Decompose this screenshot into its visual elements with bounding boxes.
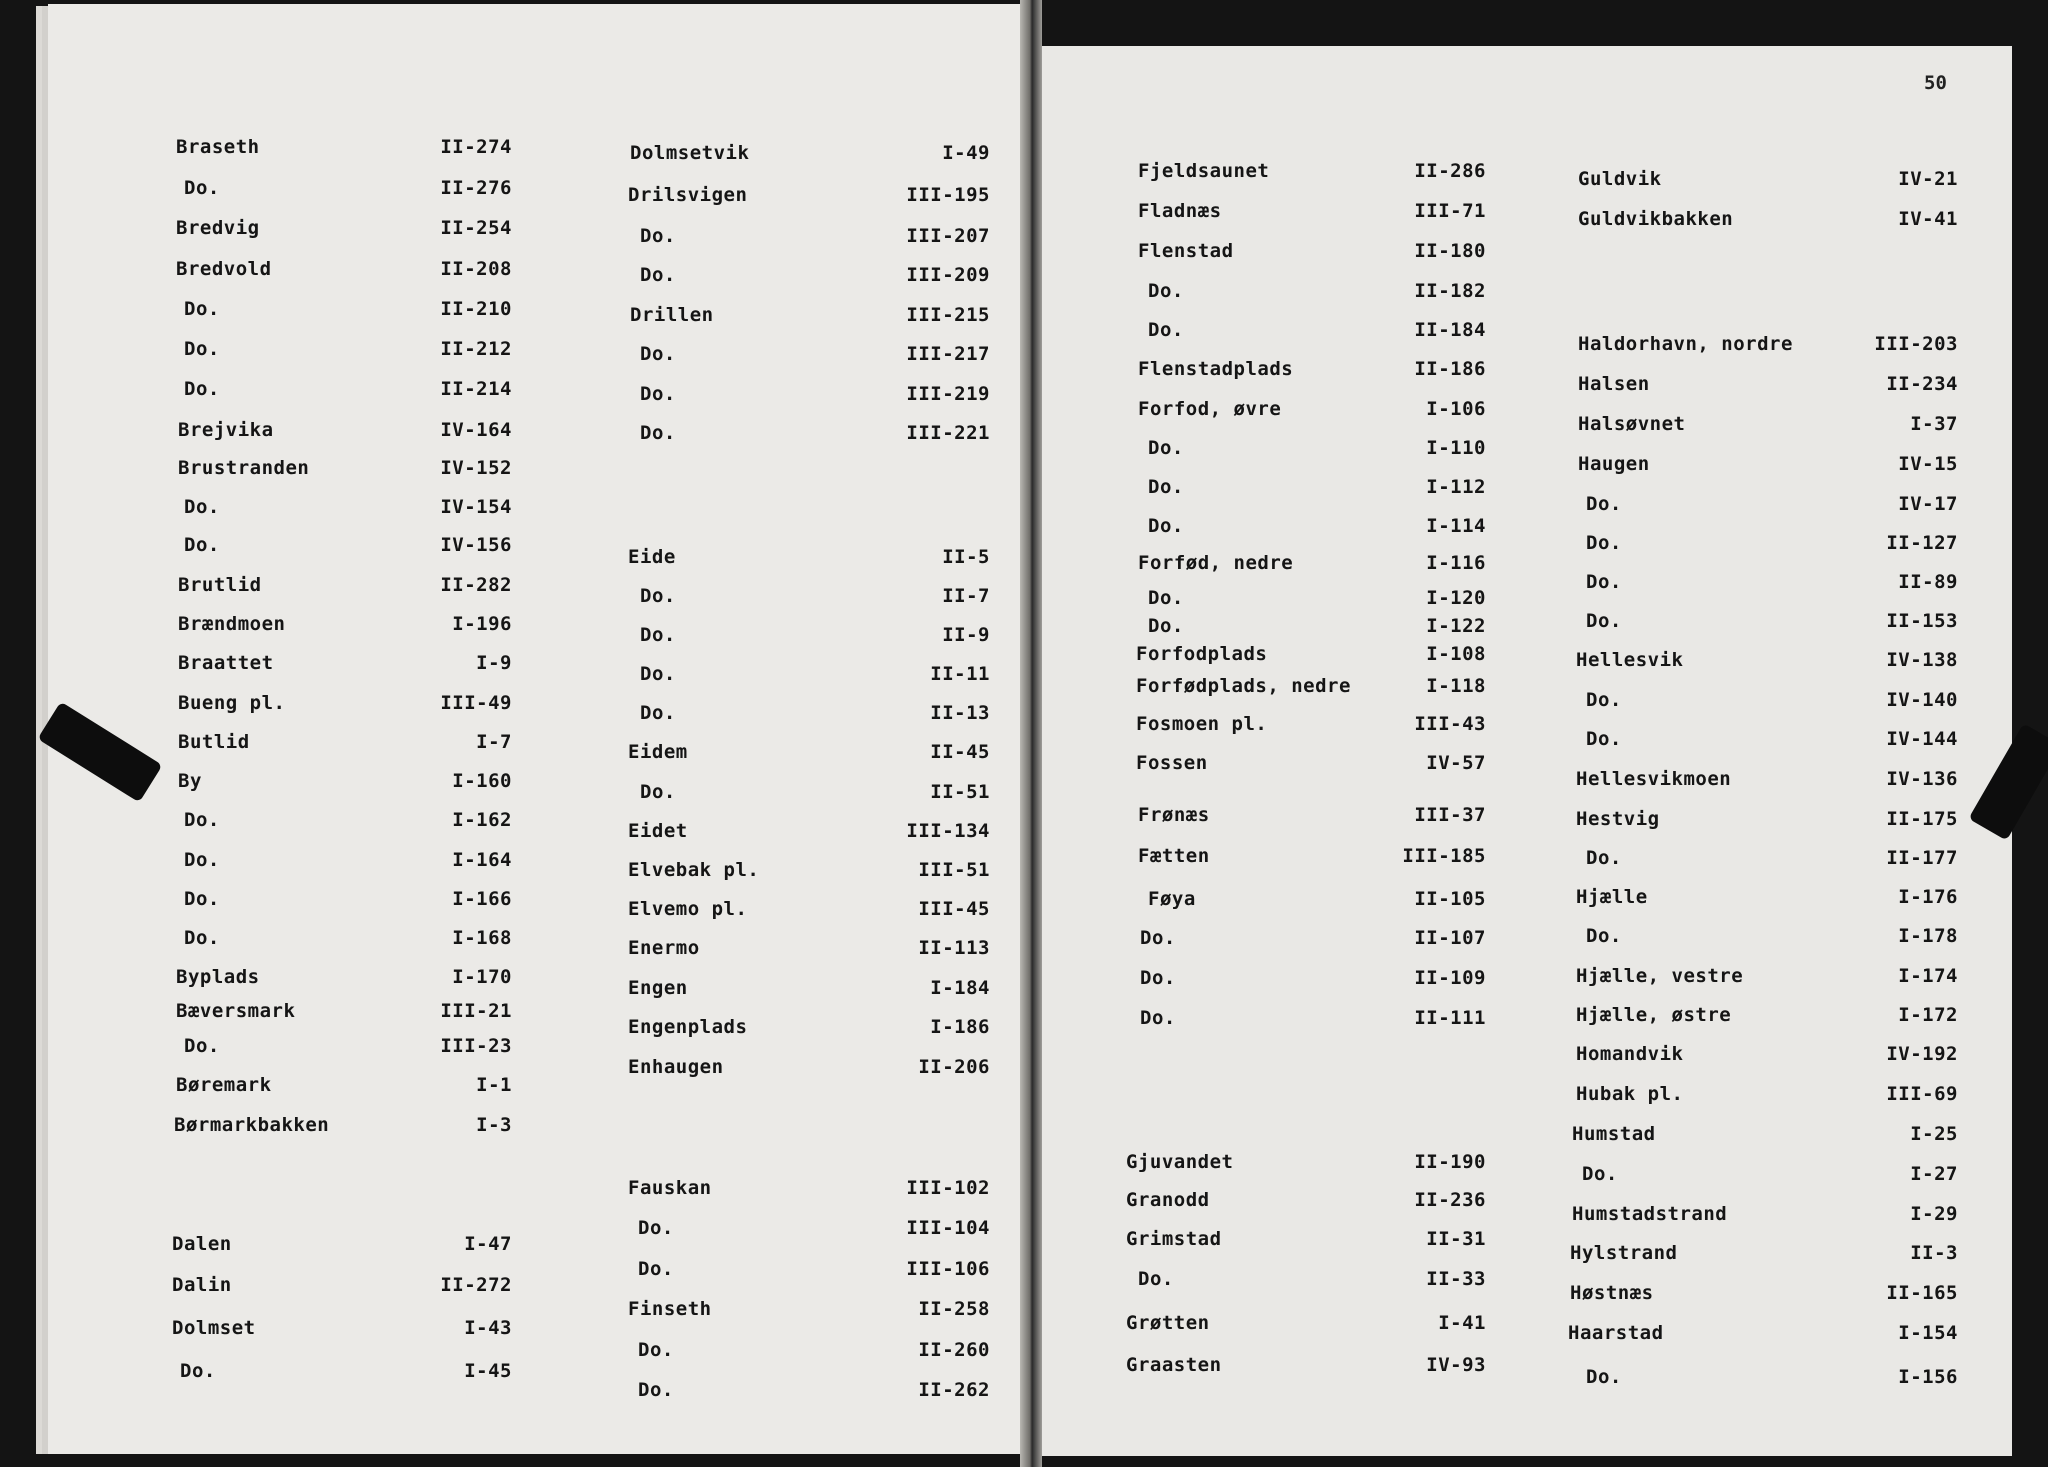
volume-page-ref: II-89 <box>1898 571 1958 593</box>
volume-page-ref: I-49 <box>942 142 990 164</box>
volume-page-ref: II-45 <box>930 741 990 763</box>
place-name: Frønæs <box>1138 804 1210 826</box>
volume-page-ref: I-25 <box>1910 1123 1958 1145</box>
volume-page-ref: III-185 <box>1402 845 1486 867</box>
place-name: Dalin <box>172 1274 232 1296</box>
place-name: Humstad <box>1572 1123 1656 1145</box>
place-name: Braattet <box>178 652 274 674</box>
volume-page-ref: I-112 <box>1426 476 1486 498</box>
volume-page-ref: III-102 <box>906 1177 990 1199</box>
place-name: Do. <box>1148 615 1184 637</box>
volume-page-ref: IV-41 <box>1898 208 1958 230</box>
place-name: Braseth <box>176 136 260 158</box>
volume-page-ref: II-9 <box>942 624 990 646</box>
place-name: Do. <box>1586 571 1622 593</box>
volume-page-ref: I-160 <box>452 770 512 792</box>
place-name: Bredvig <box>176 217 260 239</box>
volume-page-ref: III-219 <box>906 383 990 405</box>
volume-page-ref: III-215 <box>906 304 990 326</box>
volume-page-ref: II-272 <box>440 1274 512 1296</box>
place-name: Hylstrand <box>1570 1242 1678 1264</box>
volume-page-ref: III-104 <box>906 1217 990 1239</box>
place-name: Humstadstrand <box>1572 1203 1728 1225</box>
place-name: By <box>178 770 202 792</box>
volume-page-ref: II-13 <box>930 702 990 724</box>
volume-page-ref: II-214 <box>440 378 512 400</box>
volume-page-ref: III-203 <box>1874 333 1958 355</box>
place-name: Do. <box>1148 587 1184 609</box>
place-name: Engenplads <box>628 1016 748 1038</box>
volume-page-ref: II-51 <box>930 781 990 803</box>
place-name: Børemark <box>176 1074 272 1096</box>
place-name: Do. <box>640 624 676 646</box>
place-name: Do. <box>638 1217 674 1239</box>
volume-page-ref: I-174 <box>1898 965 1958 987</box>
volume-page-ref: I-168 <box>452 927 512 949</box>
book-gutter <box>1020 0 1042 1467</box>
volume-page-ref: II-113 <box>918 937 990 959</box>
place-name: Grøtten <box>1126 1312 1210 1334</box>
place-name: Do. <box>640 585 676 607</box>
volume-page-ref: II-208 <box>440 258 512 280</box>
place-name: Fossen <box>1136 752 1208 774</box>
volume-page-ref: I-178 <box>1898 925 1958 947</box>
volume-page-ref: IV-154 <box>440 496 512 518</box>
place-name: Brustranden <box>178 457 310 479</box>
volume-page-ref: IV-136 <box>1886 768 1958 790</box>
place-name: Do. <box>1148 437 1184 459</box>
volume-page-ref: I-154 <box>1898 1322 1958 1344</box>
volume-page-ref: II-234 <box>1886 373 1958 395</box>
place-name: Do. <box>184 534 220 556</box>
place-name: Fosmoen pl. <box>1136 713 1268 735</box>
volume-page-ref: IV-164 <box>440 419 512 441</box>
volume-page-ref: II-3 <box>1910 1242 1958 1264</box>
volume-page-ref: III-37 <box>1414 804 1486 826</box>
place-name: Byplads <box>176 966 260 988</box>
volume-page-ref: II-111 <box>1414 1007 1486 1029</box>
volume-page-ref: IV-21 <box>1898 168 1958 190</box>
place-name: Dolmset <box>172 1317 256 1339</box>
place-name: Do. <box>1586 847 1622 869</box>
place-name: Enhaugen <box>628 1056 724 1078</box>
volume-page-ref: I-120 <box>1426 587 1486 609</box>
volume-page-ref: I-156 <box>1898 1366 1958 1388</box>
volume-page-ref: I-116 <box>1426 552 1486 574</box>
volume-page-ref: II-165 <box>1886 1282 1958 1304</box>
place-name: Do. <box>184 496 220 518</box>
volume-page-ref: II-180 <box>1414 240 1486 262</box>
place-name: Hestvig <box>1576 808 1660 830</box>
volume-page-ref: III-207 <box>906 225 990 247</box>
place-name: Eidem <box>628 741 688 763</box>
place-name: Haarstad <box>1568 1322 1664 1344</box>
place-name: Elvebak pl. <box>628 859 760 881</box>
volume-page-ref: III-209 <box>906 264 990 286</box>
volume-page-ref: II-11 <box>930 663 990 685</box>
place-name: Føya <box>1148 888 1196 910</box>
volume-page-ref: II-276 <box>440 177 512 199</box>
place-name: Bæversmark <box>176 1000 296 1022</box>
place-name: Guldvikbakken <box>1578 208 1734 230</box>
place-name: Haldorhavn, nordre <box>1578 333 1793 355</box>
volume-page-ref: II-258 <box>918 1298 990 1320</box>
volume-page-ref: I-166 <box>452 888 512 910</box>
place-name: Enermo <box>628 937 700 959</box>
volume-page-ref: II-282 <box>440 574 512 596</box>
place-name: Do. <box>184 338 220 360</box>
volume-page-ref: II-33 <box>1426 1268 1486 1290</box>
volume-page-ref: IV-15 <box>1898 453 1958 475</box>
volume-page-ref: I-176 <box>1898 886 1958 908</box>
place-name: Brutlid <box>178 574 262 596</box>
place-name: Do. <box>1586 493 1622 515</box>
volume-page-ref: I-114 <box>1426 515 1486 537</box>
place-name: Brændmoen <box>178 613 286 635</box>
volume-page-ref: III-49 <box>440 692 512 714</box>
volume-page-ref: I-162 <box>452 809 512 831</box>
volume-page-ref: II-286 <box>1414 160 1486 182</box>
place-name: Eidet <box>628 820 688 842</box>
place-name: Forfod, øvre <box>1138 398 1282 420</box>
place-name: Børmarkbakken <box>174 1114 330 1136</box>
place-name: Do. <box>1586 532 1622 554</box>
volume-page-ref: II-206 <box>918 1056 990 1078</box>
place-name: Hjælle <box>1576 886 1648 908</box>
volume-page-ref: I-27 <box>1910 1163 1958 1185</box>
place-name: Halsen <box>1578 373 1650 395</box>
place-name: Do. <box>184 1035 220 1057</box>
volume-page-ref: III-217 <box>906 343 990 365</box>
volume-page-ref: I-45 <box>464 1360 512 1382</box>
place-name: Bredvold <box>176 258 272 280</box>
volume-page-ref: IV-152 <box>440 457 512 479</box>
volume-page-ref: III-45 <box>918 898 990 920</box>
volume-page-ref: II-262 <box>918 1379 990 1401</box>
volume-page-ref: II-7 <box>942 585 990 607</box>
place-name: Do. <box>184 927 220 949</box>
place-name: Bueng pl. <box>178 692 286 714</box>
place-name: Hellesvikmoen <box>1576 768 1732 790</box>
folio-number: 50 <box>1924 72 1947 94</box>
place-name: Do. <box>1140 967 1176 989</box>
place-name: Finseth <box>628 1298 712 1320</box>
place-name: Hjælle, østre <box>1576 1004 1732 1026</box>
volume-page-ref: III-106 <box>906 1258 990 1280</box>
volume-page-ref: IV-140 <box>1886 689 1958 711</box>
place-name: Butlid <box>178 731 250 753</box>
volume-page-ref: I-172 <box>1898 1004 1958 1026</box>
volume-page-ref: II-186 <box>1414 358 1486 380</box>
place-name: Do. <box>638 1339 674 1361</box>
place-name: Høstnæs <box>1570 1282 1654 1304</box>
volume-page-ref: I-184 <box>930 977 990 999</box>
volume-page-ref: II-153 <box>1886 610 1958 632</box>
volume-page-ref: III-221 <box>906 422 990 444</box>
place-name: Drillen <box>630 304 714 326</box>
place-name: Do. <box>184 378 220 400</box>
place-name: Brejvika <box>178 419 274 441</box>
volume-page-ref: II-254 <box>440 217 512 239</box>
volume-page-ref: II-127 <box>1886 532 1958 554</box>
place-name: Hjælle, vestre <box>1576 965 1744 987</box>
volume-page-ref: I-37 <box>1910 413 1958 435</box>
place-name: Do. <box>640 422 676 444</box>
volume-page-ref: III-21 <box>440 1000 512 1022</box>
volume-page-ref: I-1 <box>476 1074 512 1096</box>
volume-page-ref: I-110 <box>1426 437 1486 459</box>
volume-page-ref: I-196 <box>452 613 512 635</box>
volume-page-ref: III-51 <box>918 859 990 881</box>
volume-page-ref: II-105 <box>1414 888 1486 910</box>
place-name: Do. <box>1148 515 1184 537</box>
place-name: Do. <box>1586 925 1622 947</box>
place-name: Fladnæs <box>1138 200 1222 222</box>
place-name: Do. <box>184 849 220 871</box>
place-name: Grimstad <box>1126 1228 1222 1250</box>
volume-page-ref: IV-144 <box>1886 728 1958 750</box>
volume-page-ref: II-260 <box>918 1339 990 1361</box>
place-name: Do. <box>1586 610 1622 632</box>
volume-page-ref: I-122 <box>1426 615 1486 637</box>
place-name: Forfødplads, nedre <box>1136 675 1351 697</box>
place-name: Do. <box>1586 1366 1622 1388</box>
volume-page-ref: II-177 <box>1886 847 1958 869</box>
place-name: Do. <box>1148 319 1184 341</box>
volume-page-ref: I-47 <box>464 1233 512 1255</box>
place-name: Flenstad <box>1138 240 1234 262</box>
place-name: Do. <box>184 177 220 199</box>
volume-page-ref: III-71 <box>1414 200 1486 222</box>
volume-page-ref: II-107 <box>1414 927 1486 949</box>
volume-page-ref: III-43 <box>1414 713 1486 735</box>
place-name: Dalen <box>172 1233 232 1255</box>
volume-page-ref: IV-57 <box>1426 752 1486 774</box>
volume-page-ref: I-170 <box>452 966 512 988</box>
place-name: Engen <box>628 977 688 999</box>
place-name: Homandvik <box>1576 1043 1684 1065</box>
place-name: Do. <box>640 264 676 286</box>
place-name: Forfodplads <box>1136 643 1268 665</box>
place-name: Hubak pl. <box>1576 1083 1684 1105</box>
place-name: Do. <box>1148 280 1184 302</box>
place-name: Do. <box>1586 689 1622 711</box>
volume-page-ref: II-236 <box>1414 1189 1486 1211</box>
place-name: Hellesvik <box>1576 649 1684 671</box>
volume-page-ref: II-5 <box>942 546 990 568</box>
volume-page-ref: II-210 <box>440 298 512 320</box>
place-name: Haugen <box>1578 453 1650 475</box>
volume-page-ref: I-7 <box>476 731 512 753</box>
place-name: Do. <box>180 1360 216 1382</box>
place-name: Do. <box>638 1379 674 1401</box>
place-name: Dolmsetvik <box>630 142 750 164</box>
volume-page-ref: I-9 <box>476 652 512 674</box>
volume-page-ref: I-3 <box>476 1114 512 1136</box>
place-name: Graasten <box>1126 1354 1222 1376</box>
volume-page-ref: I-29 <box>1910 1203 1958 1225</box>
place-name: Do. <box>640 702 676 724</box>
place-name: Do. <box>1582 1163 1618 1185</box>
volume-page-ref: III-195 <box>906 184 990 206</box>
place-name: Do. <box>640 343 676 365</box>
volume-page-ref: II-182 <box>1414 280 1486 302</box>
place-name: Do. <box>184 888 220 910</box>
volume-page-ref: III-134 <box>906 820 990 842</box>
place-name: Fjeldsaunet <box>1138 160 1270 182</box>
volume-page-ref: III-23 <box>440 1035 512 1057</box>
place-name: Do. <box>640 225 676 247</box>
place-name: Halsøvnet <box>1578 413 1686 435</box>
place-name: Granodd <box>1126 1189 1210 1211</box>
place-name: Do. <box>638 1258 674 1280</box>
place-name: Eide <box>628 546 676 568</box>
volume-page-ref: I-106 <box>1426 398 1486 420</box>
volume-page-ref: IV-17 <box>1898 493 1958 515</box>
volume-page-ref: II-184 <box>1414 319 1486 341</box>
place-name: Flenstadplads <box>1138 358 1294 380</box>
volume-page-ref: I-108 <box>1426 643 1486 665</box>
place-name: Guldvik <box>1578 168 1662 190</box>
place-name: Do. <box>184 298 220 320</box>
place-name: Do. <box>640 383 676 405</box>
volume-page-ref: II-190 <box>1414 1151 1486 1173</box>
place-name: Do. <box>1138 1268 1174 1290</box>
volume-page-ref: IV-192 <box>1886 1043 1958 1065</box>
volume-page-ref: II-109 <box>1414 967 1486 989</box>
place-name: Do. <box>1586 728 1622 750</box>
place-name: Drilsvigen <box>628 184 748 206</box>
volume-page-ref: IV-156 <box>440 534 512 556</box>
volume-page-ref: II-175 <box>1886 808 1958 830</box>
volume-page-ref: I-41 <box>1438 1312 1486 1334</box>
place-name: Do. <box>184 809 220 831</box>
place-name: Elvemo pl. <box>628 898 748 920</box>
volume-page-ref: II-274 <box>440 136 512 158</box>
place-name: Do. <box>640 663 676 685</box>
place-name: Do. <box>640 781 676 803</box>
place-name: Do. <box>1148 476 1184 498</box>
place-name: Do. <box>1140 927 1176 949</box>
volume-page-ref: I-186 <box>930 1016 990 1038</box>
place-name: Fætten <box>1138 845 1210 867</box>
place-name: Fauskan <box>628 1177 712 1199</box>
volume-page-ref: II-212 <box>440 338 512 360</box>
place-name: Forfød, nedre <box>1138 552 1294 574</box>
place-name: Do. <box>1140 1007 1176 1029</box>
volume-page-ref: IV-93 <box>1426 1354 1486 1376</box>
volume-page-ref: I-164 <box>452 849 512 871</box>
volume-page-ref: II-31 <box>1426 1228 1486 1250</box>
volume-page-ref: I-43 <box>464 1317 512 1339</box>
place-name: Gjuvandet <box>1126 1151 1234 1173</box>
volume-page-ref: III-69 <box>1886 1083 1958 1105</box>
volume-page-ref: IV-138 <box>1886 649 1958 671</box>
volume-page-ref: I-118 <box>1426 675 1486 697</box>
